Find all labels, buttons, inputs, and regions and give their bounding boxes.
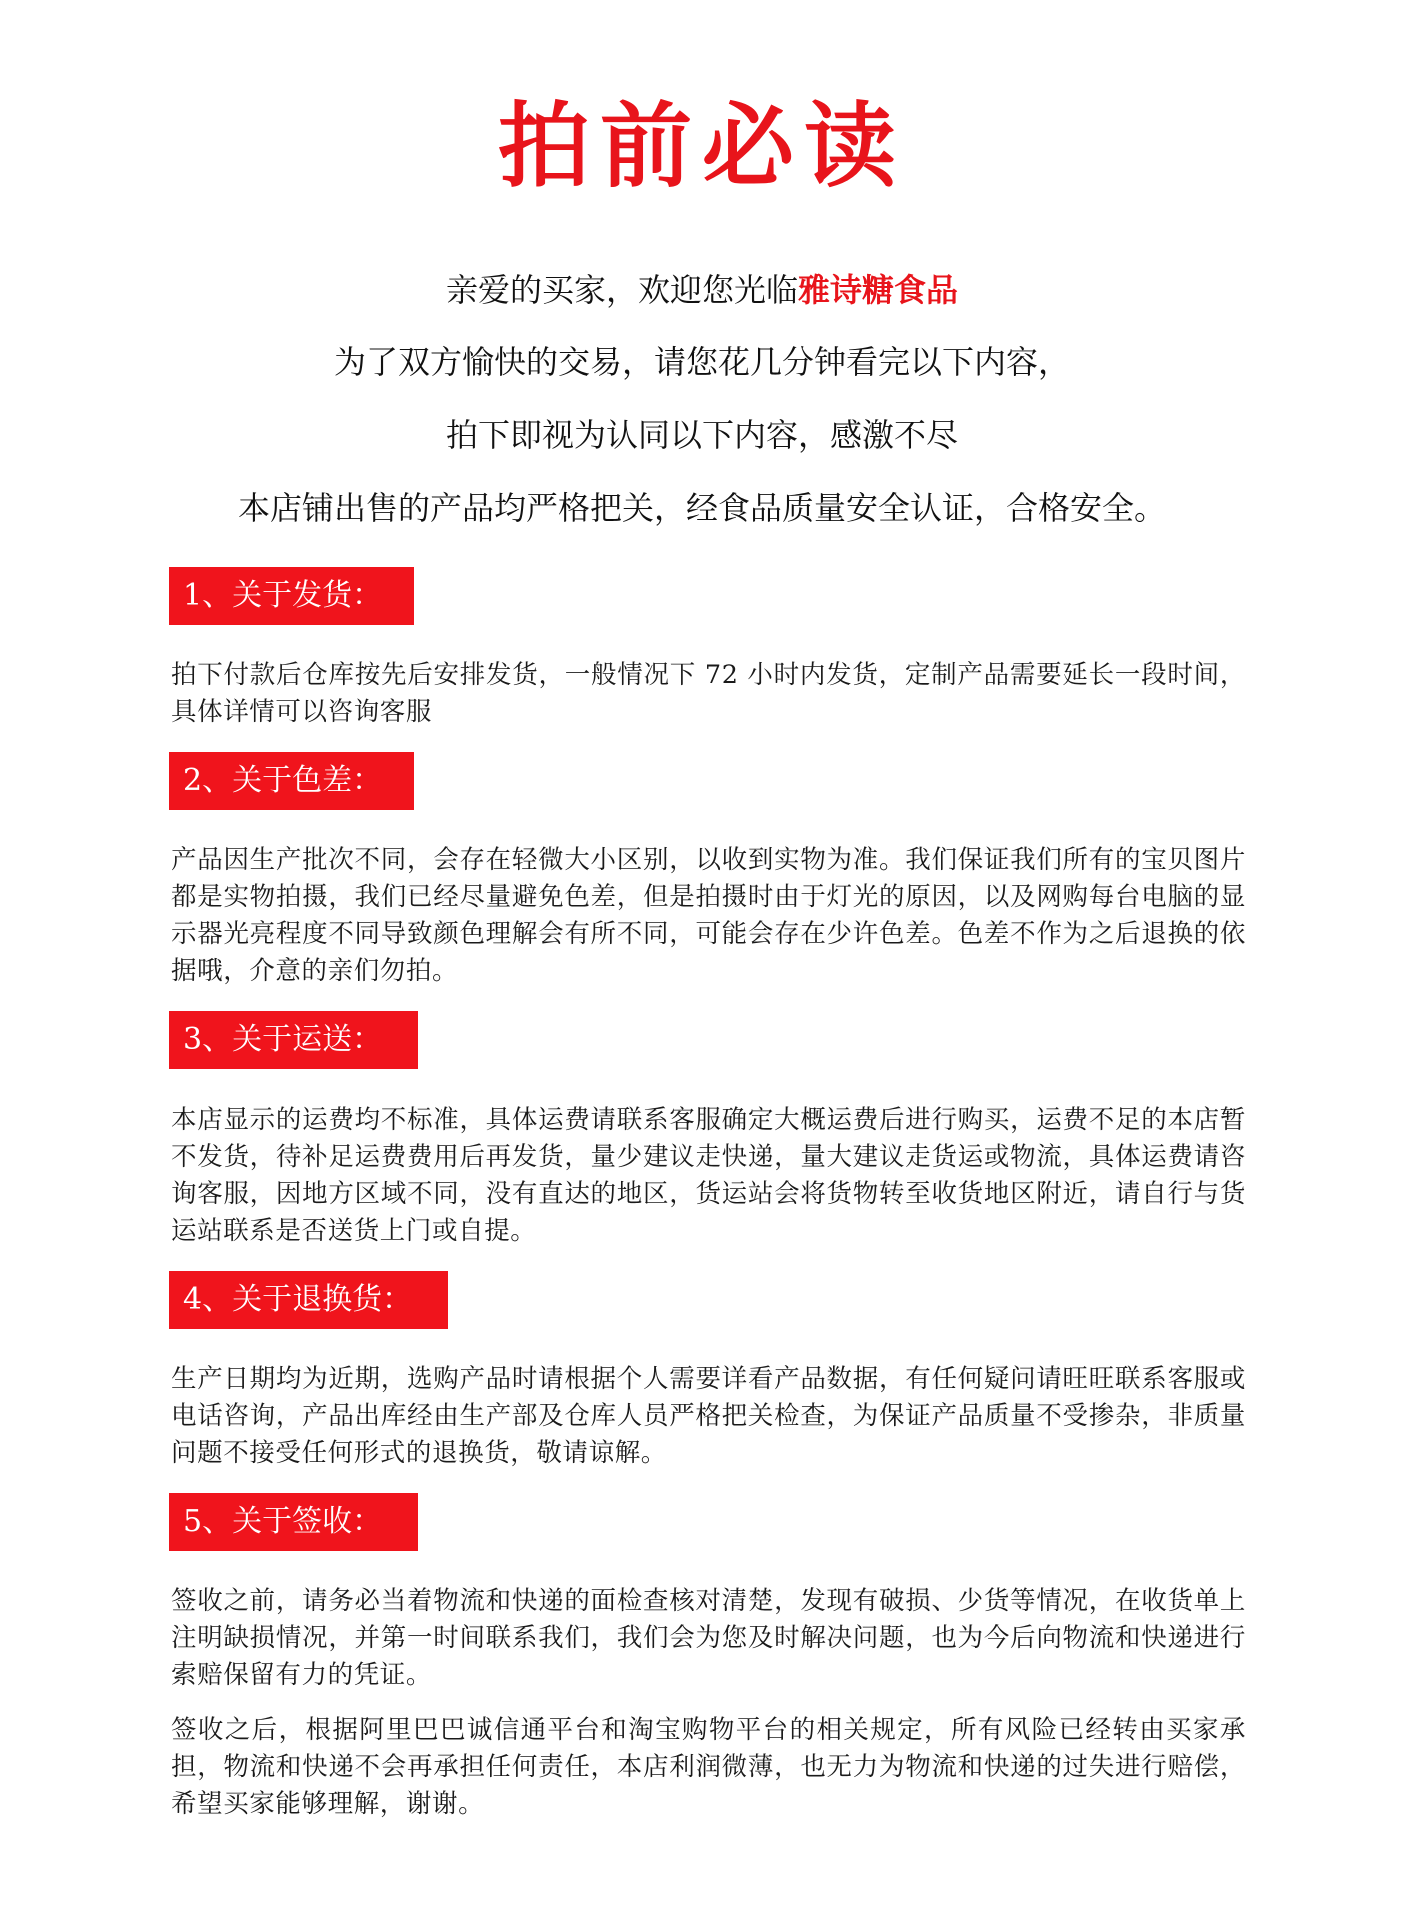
intro-line-3: 拍下即视为认同以下内容，感激不尽 — [445, 416, 958, 454]
intro-line-4: 本店铺出售的产品均严格把关，经食品质量安全认证，合格安全。 — [237, 489, 1166, 527]
section-text-shipping: 拍下付款后仓库按先后安排发货，一般情况下 72 小时内发货，定制产品需要延长一段时间，具体详情可以咨询客服 — [171, 660, 1246, 727]
section-heading-shipping: 1、关于发货： — [169, 567, 414, 625]
section-text-receipt-before: 签收之前，请务必当着物流和快递的面检查核对清楚，发现有破损、少货等情况，在收货单上注明缺损情况，并第一时间联系我们，我们会为您及时解决问题，也为今后向物流和快递进行索赔保留有力的凭证。 — [171, 1586, 1246, 1690]
section-text-color-difference: 产品因生产批次不同，会存在轻微大小区别，以收到实物为准。我们保证我们所有的宝贝图片都是实物拍摄，我们已经尽量避免色差，但是拍摄时由于灯光的原因，以及网购每台电脑的显示器光亮程度不同导致颜色理解会有所不同，可能会存在少许色差。色差不作为之后退换的依据哦，介意的亲们勿拍。 — [171, 845, 1246, 986]
section-heading-receipt: 5、关于签收： — [169, 1493, 418, 1551]
section-text-returns: 生产日期均为近期，选购产品时请根据个人需要详看产品数据，有任何疑问请旺旺联系客服或电话咨询，产品出库经由生产部及仓库人员严格把关检查，为保证产品质量不受掺杂，非质量问题不接受任何形式的退换货，敬请谅解。 — [171, 1364, 1246, 1468]
section-text-receipt-after: 签收之后，根据阿里巴巴诚信通平台和淘宝购物平台的相关规定，所有风险已经转由买家承担，物流和快递不会再承担任何责任，本店利润微薄，也无力为物流和快递的过失进行赔偿，希望买家能够理解，谢谢。 — [171, 1715, 1246, 1819]
page-title: 拍前必读 — [497, 93, 906, 200]
shop-name: 雅诗糖食品 — [798, 271, 959, 309]
section-heading-color-difference: 2、关于色差： — [169, 752, 414, 810]
intro-welcome-text: 亲爱的买家，欢迎您光临 — [445, 271, 798, 309]
intro-welcome-line — [0, 268, 1404, 312]
intro-line-2: 为了双方愉快的交易，请您花几分钟看完以下内容， — [333, 343, 1070, 381]
section-text-delivery: 本店显示的运费均不标准，具体运费请联系客服确定大概运费后进行购买，运费不足的本店暂不发货，待补足运费费用后再发货，量少建议走快递，量大建议走货运或物流，具体运费请咨询客服，因地方区域不同，没有直达的地区，货运站会将货物转至收货地区附近，请自行与货运站联系是否送货上门或自提。 — [171, 1105, 1246, 1246]
section-heading-returns: 4、关于退换货： — [169, 1271, 448, 1329]
section-heading-delivery: 3、关于运送： — [169, 1011, 418, 1069]
